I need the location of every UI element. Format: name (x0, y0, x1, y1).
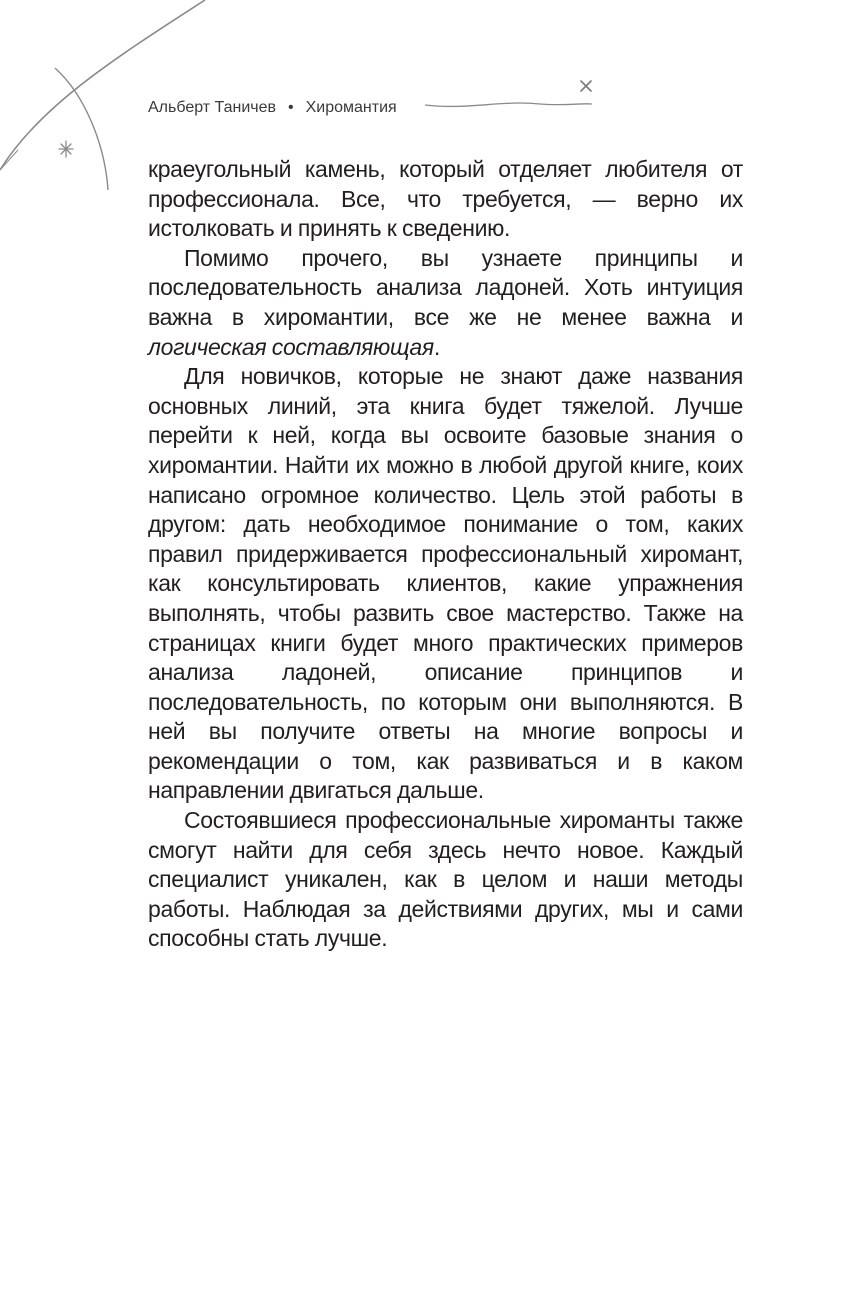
paragraph-2 (148, 244, 743, 362)
paragraph-1: краеугольный камень, который отделяет любителя от профессионала. Все, что требуется, — верно их истолковать и принять к сведению. (148, 156, 743, 242)
paragraph-2-tail: . (433, 333, 440, 360)
paragraph-3: Для новичков, которые не знают даже названия основных линий, эта книга будет тяжелой. Лучше перейти к ней, когда вы освоите базовые знания о хиромантии. Найти их можно в любой другой книге, коих написано огромное количество. Цель этой работы в другом: дать необходимое понимание о том, каких правил придерживается профессиональный хиромант, как консультировать клиентов, какие упражнения выполнять, чтобы развить свое мастерство. Также на страницах книги будет много практических примеров анализа ладоней, описание принципов и последовательность, по которым они выполняются. В ней вы получите ответы на многие вопросы и рекомендации о том, как развиваться и в каком направлении двигаться дальше. (148, 363, 743, 804)
page-body (148, 155, 743, 954)
paragraph-2-text: Помимо прочего, вы узнаете принципы и последовательность анализа ладоней. Хоть интуиция важна в хиромантии, все же не менее важна и (148, 244, 743, 330)
cross-star-icon (581, 81, 591, 91)
ornament-thin-line (0, 150, 18, 170)
ornament-arc-large (0, 0, 205, 170)
header-author: Альберт Таничев (148, 99, 277, 116)
paragraph-4: Состоявшиеся профессиональные хироманты также смогут найти для себя здесь нечто новое. Каждый специалист уникален, как в целом и наши методы работы. Наблюдая за действиями других, мы и сами способны стать лучше. (148, 807, 743, 952)
running-header (148, 99, 397, 117)
header-separator: • (288, 99, 294, 116)
header-book-title: Хиромантия (305, 99, 397, 116)
star-icon (59, 141, 73, 157)
ornament-arc-small (55, 68, 108, 190)
paragraph-2-emphasis: логическая составляющая (148, 333, 434, 360)
header-wave-line (425, 103, 592, 106)
